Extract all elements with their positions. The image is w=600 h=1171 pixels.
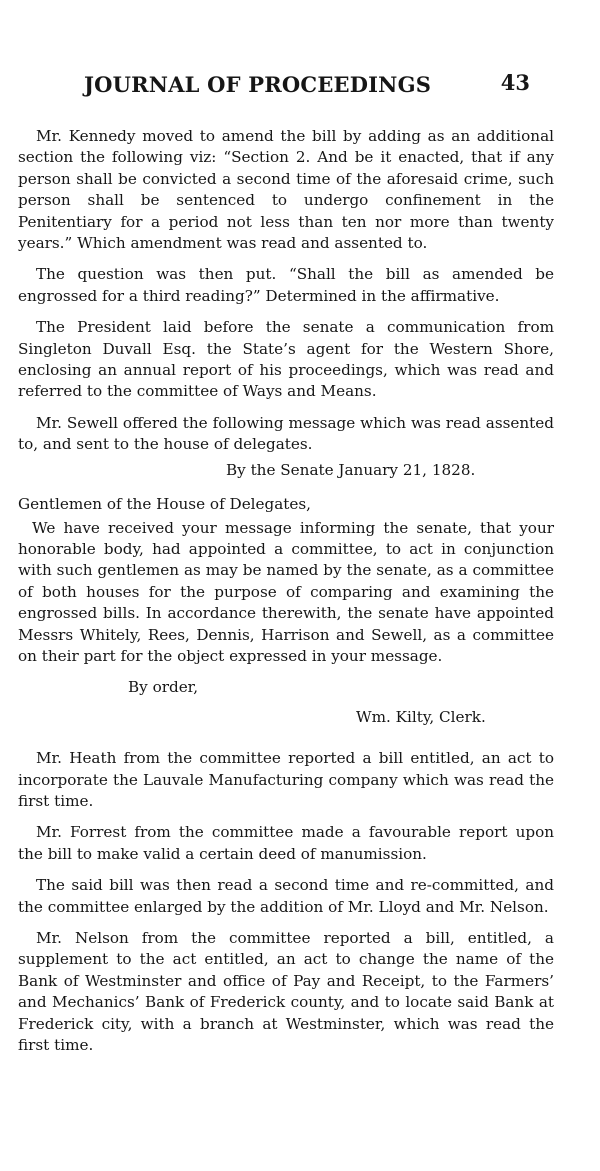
- paragraph-nelson-report: Mr. Nelson from the committee reported a bill, entitled, a supplement to the act entitled, an act to change the name of the Bank of Westminster and office of Pay and Receipt, to the Farmers’ and Mechanics’ Bank of Frederick county, and to locate said Bank at Frederick city, with a branch at Westminster, which was read the first time.: [18, 929, 554, 1055]
- paragraph-second-reading: The said bill was then read a second time and re-committed, and the committee enlarged by the addition of Mr. Lloyd and Mr. Nelson.: [18, 876, 554, 916]
- paragraph-heath-report: Mr. Heath from the committee reported a bill entitled, an act to incorporate the Lauvale Manufacturing company which was read the first time.: [18, 749, 554, 810]
- journal-page: [18, 70, 554, 1056]
- message-salutation: Gentlemen of the House of Delegates,: [18, 495, 312, 514]
- paragraph-president-communication: The President laid before the senate a communication from Singleton Duvall Esq. the State’s agent for the Western Shore, enclosing an annual report of his proceedings, which was read and referred to the committee of Ways and Means.: [18, 318, 554, 401]
- message-body: We have received your message informing the senate, that your honorable body, had appointed a committee, to act in conjunction with such gentlemen as may be named by the senate, as a committee of both houses for the purpose of comparing and examining the engrossed bills. In accordance therewith, the senate have appointed Messrs Whitely, Rees, Dennis, Harrison and Sewell, as a committee on their part for the object expressed in your message.: [18, 518, 554, 665]
- paragraph-question-put: The question was then put. “Shall the bill as amended be engrossed for a third reading?” Determined in the affirmative.: [18, 265, 554, 305]
- paragraph-kennedy-amendment: Mr. Kennedy moved to amend the bill by adding as an additional section the following viz: “Section 2. And be it enacted, that if any person shall be convicted a second time of the aforesaid crime, such person shall be sentenced to undergo confinement in the Penitentiary for a period not less than ten nor more than twenty years.” Which amendment was read and assented to.: [18, 127, 554, 253]
- paragraph-sewell-message: Mr. Sewell offered the following message which was read assented to, and sent to the house of delegates.: [18, 413, 554, 454]
- message-by-order: By order,: [128, 678, 199, 697]
- paragraph-forrest-report: Mr. Forrest from the committee made a favourable report upon the bill to make valid a certain deed of manumission.: [18, 823, 554, 863]
- running-title: JOURNAL OF PROCEEDINGS: [84, 72, 432, 97]
- page-header: [18, 70, 554, 106]
- message-dateline: By the Senate January 21, 1828.: [226, 460, 476, 479]
- message-signature: Wm. Kilty, Clerk.: [356, 707, 486, 726]
- page-number: 43: [500, 70, 530, 95]
